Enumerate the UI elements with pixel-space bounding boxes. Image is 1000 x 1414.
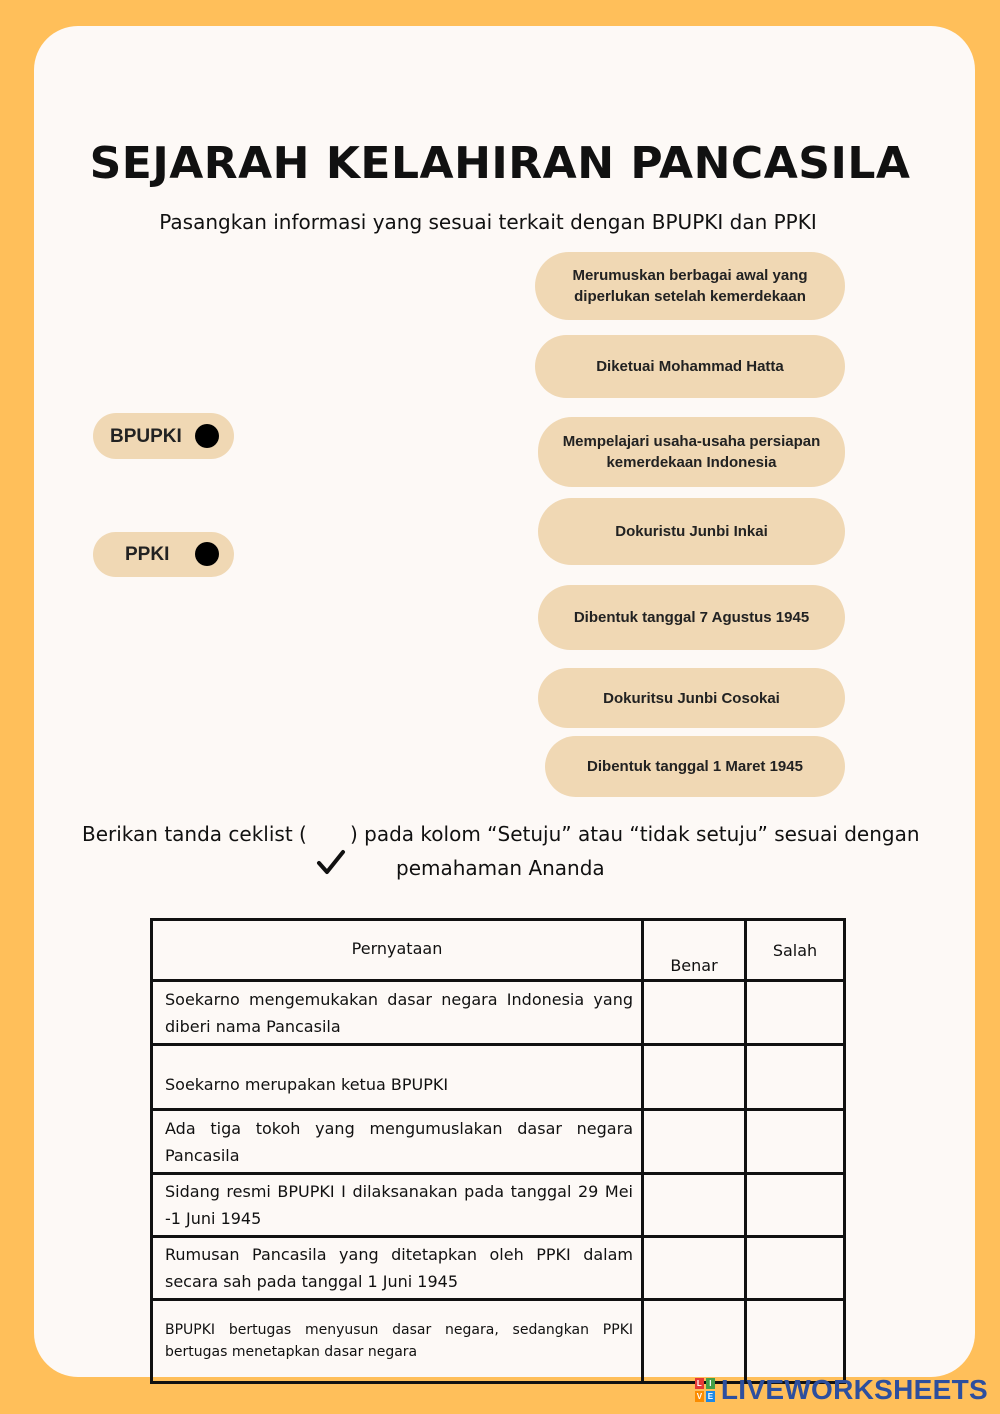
liveworksheets-brand[interactable] <box>695 1372 988 1408</box>
logo-letter: I <box>706 1378 715 1389</box>
table-row: Soekarno mengemukakan dasar negara Indonesia yang diberi nama Pancasila <box>152 981 845 1045</box>
salah-cell[interactable] <box>746 1174 845 1237</box>
instruction-line-1a: Berikan tanda ceklist ( <box>82 822 307 846</box>
brand-text: LIVEWORKSHEETS <box>720 1374 988 1405</box>
benar-cell[interactable] <box>643 1174 746 1237</box>
liveworksheets-logo-icon <box>695 1378 715 1402</box>
connector-dot-ppki[interactable] <box>195 542 219 566</box>
instruction-line-1b: ) pada kolom “Setuju” atau “tidak setuju” sesuai dengan <box>350 822 920 846</box>
table-row: Rumusan Pancasila yang ditetapkan oleh PPKI dalam secara sah pada tanggal 1 Juni 1945 <box>152 1237 845 1300</box>
table-row: Ada tiga tokoh yang mengumuslakan dasar negara Pancasila <box>152 1110 845 1174</box>
salah-cell[interactable] <box>746 1237 845 1300</box>
table-row: Sidang resmi BPUPKI I dilaksanakan pada tanggal 29 Mei -1 Juni 1945 <box>152 1174 845 1237</box>
match-term-bpupki[interactable]: BPUPKI <box>93 413 234 459</box>
connector-dot-bpupki[interactable] <box>195 424 219 448</box>
page-subtitle: Pasangkan informasi yang sesuai terkait dengan BPUPKI dan PPKI <box>159 210 817 234</box>
salah-cell[interactable] <box>746 981 845 1045</box>
match-option-4[interactable]: Dokuristu Junbi Inkai <box>538 498 845 565</box>
salah-cell[interactable] <box>746 1045 845 1110</box>
salah-cell[interactable] <box>746 1110 845 1174</box>
statement-table <box>150 918 846 1384</box>
instruction-line-2: pemahaman Ananda <box>396 856 605 880</box>
salah-cell[interactable] <box>746 1300 845 1383</box>
logo-letter: E <box>707 1392 714 1401</box>
match-term-ppki[interactable]: PPKI <box>93 532 234 577</box>
page-title: SEJARAH KELAHIRAN PANCASILA <box>89 138 911 189</box>
match-option-5[interactable]: Dibentuk tanggal 7 Agustus 1945 <box>538 585 845 650</box>
benar-cell[interactable] <box>643 1045 746 1110</box>
benar-cell[interactable] <box>643 981 746 1045</box>
match-option-7[interactable]: Dibentuk tanggal 1 Maret 1945 <box>545 736 845 797</box>
match-option-2[interactable]: Diketuai Mohammad Hatta <box>535 335 845 398</box>
benar-cell[interactable] <box>643 1237 746 1300</box>
benar-cell[interactable] <box>643 1300 746 1383</box>
header-salah: Salah <box>746 920 845 981</box>
benar-cell[interactable] <box>643 1110 746 1174</box>
match-option-1[interactable]: Merumuskan berbagai awal yang diperlukan setelah kemerdekaan <box>535 252 845 320</box>
table-row: Soekarno merupakan ketua BPUPKI <box>152 1045 845 1110</box>
match-option-6[interactable]: Dokuritsu Junbi Cosokai <box>538 668 845 728</box>
logo-letter: L <box>695 1378 704 1389</box>
header-benar: Benar <box>643 920 746 981</box>
logo-letter: V <box>696 1392 703 1401</box>
table-row: BPUPKI bertugas menyusun dasar negara, sedangkan PPKI bertugas menetapkan dasar negara <box>152 1300 845 1383</box>
header-pernyataan: Pernyataan <box>152 920 643 981</box>
checkmark-icon <box>316 848 346 878</box>
match-option-3[interactable]: Mempelajari usaha-usaha persiapan kemerdekaan Indonesia <box>538 417 845 487</box>
table-header-row <box>152 920 845 981</box>
